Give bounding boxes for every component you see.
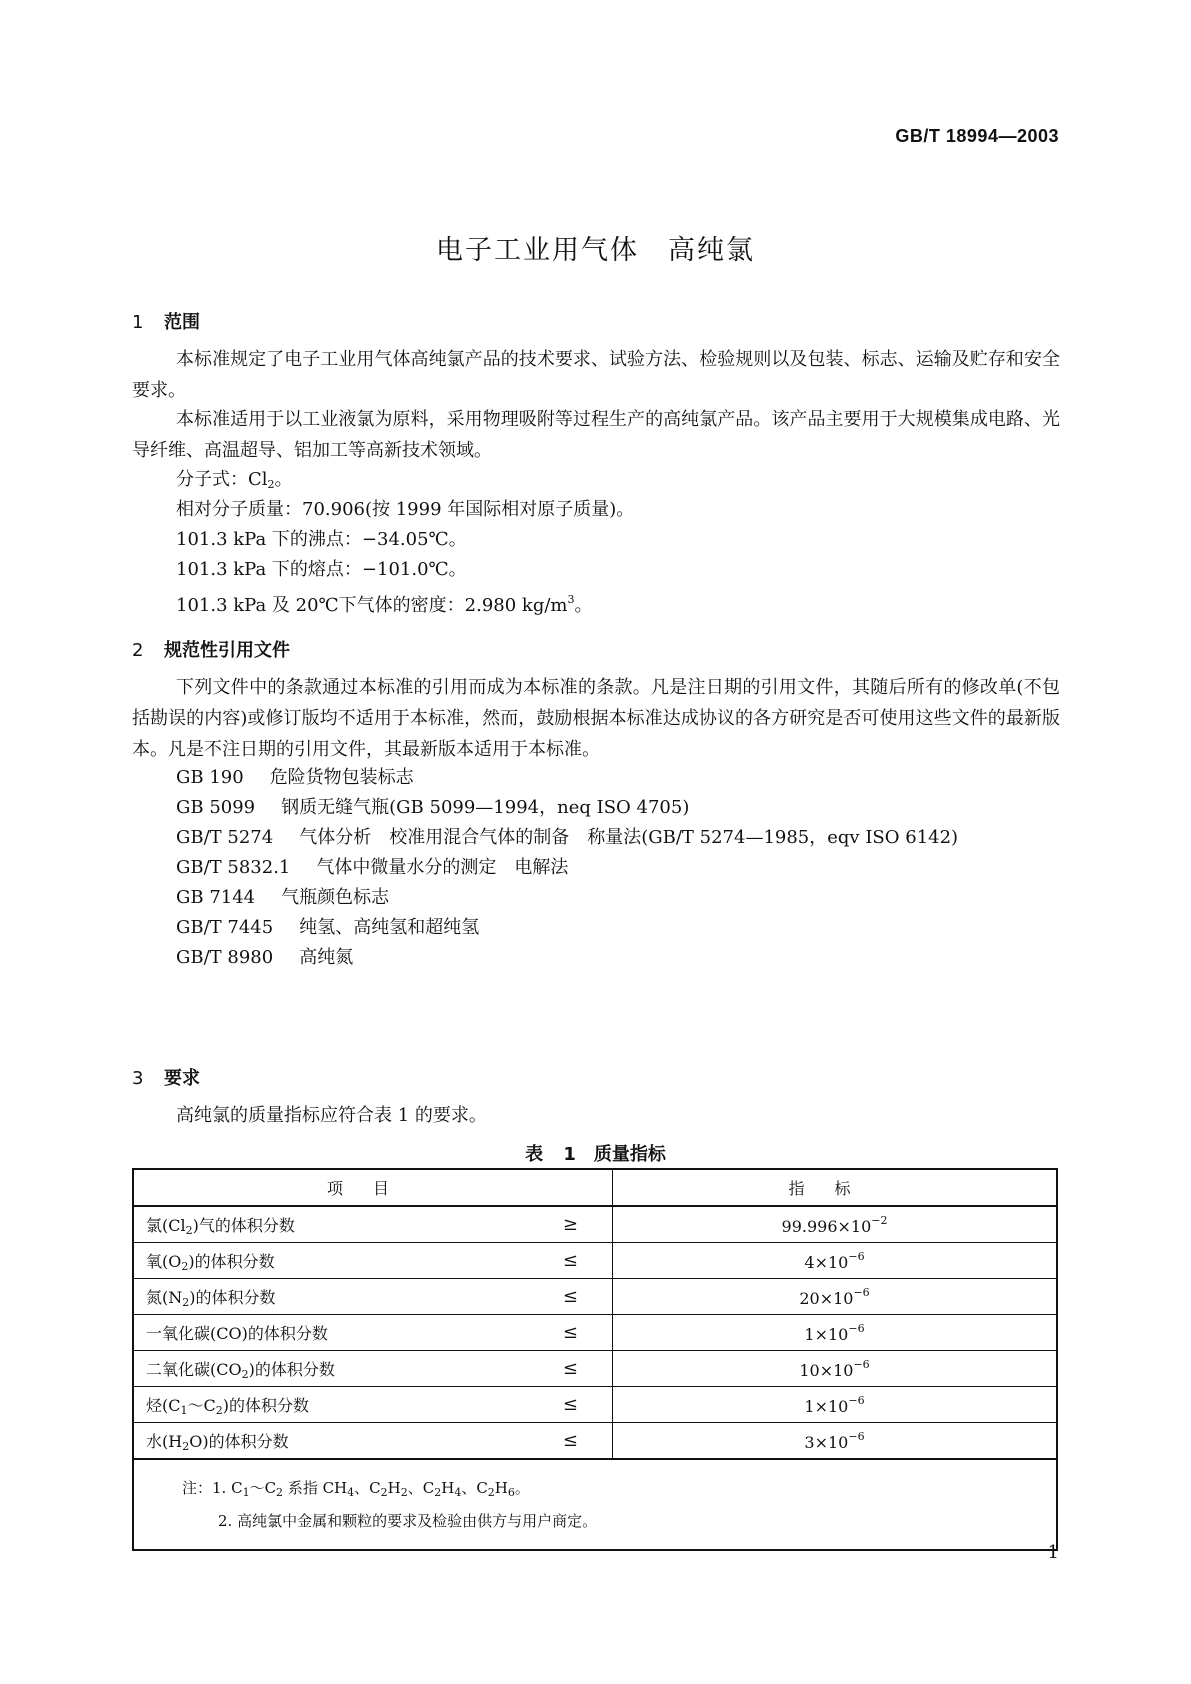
- row-item: [133, 1279, 613, 1315]
- comparison-operator: ≥: [562, 1214, 578, 1235]
- row-item: [133, 1387, 613, 1423]
- item-text-end: )的体积分数: [189, 1287, 276, 1307]
- value-base: 4×10: [804, 1252, 849, 1272]
- table-notes: [133, 1459, 1057, 1550]
- value-base: 1×10: [804, 1396, 849, 1416]
- note-text: 、C: [354, 1479, 381, 1497]
- value-exponent: −6: [853, 1357, 870, 1371]
- note-subscript: 4: [454, 1486, 462, 1499]
- standard-number: GB/T 18994—2003: [895, 126, 1059, 146]
- reference-name: 危险货物包装标志: [269, 767, 414, 788]
- item-text-mid: ～C: [187, 1395, 216, 1415]
- note-subscript: 2: [400, 1486, 408, 1499]
- formula-label: 分子式：Cl: [176, 469, 268, 490]
- table-row: [133, 1315, 1057, 1351]
- item-subscript: 2: [241, 1367, 249, 1381]
- boiling-point: 101.3 kPa 下的沸点：−34.05℃。: [176, 529, 467, 550]
- table-row: [133, 1243, 1057, 1279]
- note-text: 、C: [407, 1479, 435, 1497]
- reference-item: [176, 942, 353, 973]
- note-2: 2. 高纯氯中金属和颗粒的要求及检验由供方与用户商定。: [218, 1512, 598, 1530]
- note-1: [182, 1474, 1056, 1507]
- item-text: 一氧化碳(CO)的体积分数: [146, 1324, 328, 1343]
- row-item: [133, 1351, 613, 1387]
- row-value: [613, 1279, 1058, 1315]
- item-subscript: 2: [215, 1403, 223, 1417]
- item-subscript: 1: [180, 1403, 188, 1417]
- reference-item: [176, 912, 479, 943]
- note-subscript: 2: [380, 1486, 388, 1499]
- comparison-operator: ≤: [562, 1358, 578, 1379]
- column-header-value: 指标: [613, 1169, 1058, 1206]
- reference-item: [176, 792, 689, 823]
- note-text: 、C: [461, 1479, 488, 1497]
- section-3-heading: [132, 1064, 200, 1090]
- reference-code: GB/T 8980: [176, 947, 274, 968]
- note-text: H: [494, 1479, 508, 1497]
- row-value: [613, 1243, 1058, 1279]
- scope-paragraph-2: 本标准适用于以工业液氯为原料，采用物理吸附等过程生产的高纯氯产品。该产品主要用于大规模集成电路、光导纤维、高温超导、铝加工等高新技术领域。: [132, 409, 1060, 461]
- item-subscript: 2: [181, 1259, 189, 1273]
- reference-name: 气瓶颜色标志: [281, 887, 390, 908]
- section-1-heading: [132, 308, 200, 334]
- item-text: 氧(O: [146, 1251, 182, 1271]
- reference-item: [176, 852, 568, 883]
- reference-code: GB/T 7445: [176, 917, 274, 938]
- table-header-row: [133, 1169, 1057, 1206]
- value-exponent: −6: [848, 1321, 865, 1335]
- row-value: [613, 1351, 1058, 1387]
- table-row: [133, 1206, 1057, 1243]
- table-notes-row: [133, 1459, 1057, 1550]
- note-subscript: 2: [276, 1486, 284, 1499]
- note-subscript: 2: [434, 1486, 442, 1499]
- note-text: 注：1. C: [182, 1479, 243, 1497]
- reference-code: GB 7144: [176, 887, 256, 908]
- item-text-end: )的体积分数: [222, 1395, 309, 1415]
- note-text: H: [387, 1479, 401, 1497]
- note-subscript: 2: [487, 1486, 495, 1499]
- reference-name: 气体分析 校准用混合气体的制备 称量法(GB/T 5274—1985，eqv ISO 6142): [299, 827, 959, 848]
- value-exponent: −2: [871, 1213, 888, 1227]
- reference-item: [176, 822, 958, 853]
- item-text-end: )的体积分数: [188, 1251, 275, 1271]
- item-text: 烃(C: [146, 1395, 181, 1415]
- reference-name: 钢质无缝气瓶(GB 5099—1994，neq ISO 4705): [281, 797, 690, 818]
- item-subscript: 2: [182, 1439, 190, 1453]
- note-text: ～C: [249, 1479, 277, 1497]
- reference-code: GB 190: [176, 767, 244, 788]
- comparison-operator: ≤: [562, 1286, 578, 1307]
- row-value: [613, 1387, 1058, 1423]
- item-text: 二氧化碳(CO: [146, 1359, 242, 1379]
- value-base: 10×10: [799, 1360, 854, 1380]
- comparison-operator: ≤: [562, 1322, 578, 1343]
- value-base: 20×10: [799, 1288, 854, 1308]
- section-3-title: 要求: [164, 1068, 200, 1089]
- quality-table: [132, 1168, 1058, 1551]
- row-value: [613, 1315, 1058, 1351]
- value-exponent: −6: [848, 1249, 865, 1263]
- table-row: [133, 1279, 1057, 1315]
- density-text: 101.3 kPa 及 20℃下气体的密度：2.980 kg/m: [176, 595, 568, 616]
- value-base: 99.996×10: [781, 1216, 872, 1236]
- value-exponent: −6: [848, 1393, 865, 1407]
- comparison-operator: ≤: [562, 1394, 578, 1415]
- reference-item: [176, 882, 389, 913]
- item-subscript: 2: [185, 1223, 193, 1237]
- row-item: [133, 1315, 613, 1351]
- section-2-number: 2: [132, 640, 144, 661]
- density-end: 。: [574, 595, 593, 616]
- scope-paragraph-1: 本标准规定了电子工业用气体高纯氯产品的技术要求、试验方法、检验规则以及包装、标志、运输及贮存和安全要求。: [132, 349, 1060, 401]
- reference-code: GB/T 5274: [176, 827, 274, 848]
- reference-name: 纯氢、高纯氢和超纯氢: [299, 917, 480, 938]
- comparison-operator: ≤: [562, 1430, 578, 1451]
- gas-density: [176, 584, 593, 621]
- section-2-title: 规范性引用文件: [164, 640, 290, 661]
- formula-end: 。: [274, 469, 293, 490]
- row-item: [133, 1423, 613, 1460]
- reference-code: GB/T 5832.1: [176, 857, 291, 878]
- note-text: 系指 CH: [283, 1479, 348, 1497]
- section-1-title: 范围: [164, 312, 200, 333]
- reference-code: GB 5099: [176, 797, 256, 818]
- value-base: 3×10: [804, 1432, 849, 1452]
- row-value: [613, 1423, 1058, 1460]
- item-text: 水(H: [146, 1431, 183, 1451]
- molecular-mass: 相对分子质量：70.906(按 1999 年国际相对原子质量)。: [176, 499, 635, 520]
- value-exponent: −6: [848, 1429, 865, 1443]
- table-row: [133, 1387, 1057, 1423]
- note-text: 。: [514, 1479, 530, 1497]
- note-text: H: [441, 1479, 455, 1497]
- formula-subscript: 2: [267, 478, 275, 491]
- row-item: [133, 1206, 613, 1243]
- section-1-number: 1: [132, 312, 144, 333]
- reference-name: 气体中微量水分的测定 电解法: [316, 857, 569, 878]
- melting-point: 101.3 kPa 下的熔点：−101.0℃。: [176, 559, 467, 580]
- row-value: [613, 1206, 1058, 1243]
- row-item: [133, 1243, 613, 1279]
- value-base: 1×10: [804, 1324, 849, 1344]
- note-subscript: 6: [507, 1486, 515, 1499]
- references-intro: 下列文件中的条款通过本标准的引用而成为本标准的条款。凡是注日期的引用文件，其随后所有的修改单(不包括勘误的内容)或修订版均不适用于本标准，然而，鼓励根据本标准达成协议的各方研究是否可使用这些文件的最新版本。凡是不注日期的引用文件，其最新版本适用于本标准。: [132, 677, 1060, 760]
- reference-item: [176, 762, 414, 793]
- item-text: 氮(N: [146, 1287, 183, 1307]
- item-subscript: 2: [182, 1295, 190, 1309]
- item-text-end: )气的体积分数: [192, 1215, 295, 1235]
- table-row: [133, 1423, 1057, 1460]
- density-superscript: 3: [567, 593, 575, 606]
- page-number: 1: [1047, 1542, 1059, 1563]
- value-exponent: −6: [853, 1285, 870, 1299]
- section-3-number: 3: [132, 1068, 144, 1089]
- comparison-operator: ≤: [562, 1250, 578, 1271]
- note-subscript: 4: [347, 1486, 355, 1499]
- column-header-item: 项目: [133, 1169, 613, 1206]
- document-title: 电子工业用气体 高纯氯: [436, 235, 755, 266]
- table-caption: 表 1 质量指标: [525, 1144, 666, 1165]
- item-text-end: O)的体积分数: [189, 1431, 289, 1451]
- section-2-heading: [132, 636, 290, 662]
- note-subscript: 1: [242, 1486, 250, 1499]
- item-text-end: )的体积分数: [248, 1359, 335, 1379]
- requirements-intro: 高纯氯的质量指标应符合表 1 的要求。: [176, 1105, 487, 1126]
- reference-name: 高纯氮: [299, 947, 354, 968]
- item-text: 氯(Cl: [146, 1215, 186, 1235]
- table-row: [133, 1351, 1057, 1387]
